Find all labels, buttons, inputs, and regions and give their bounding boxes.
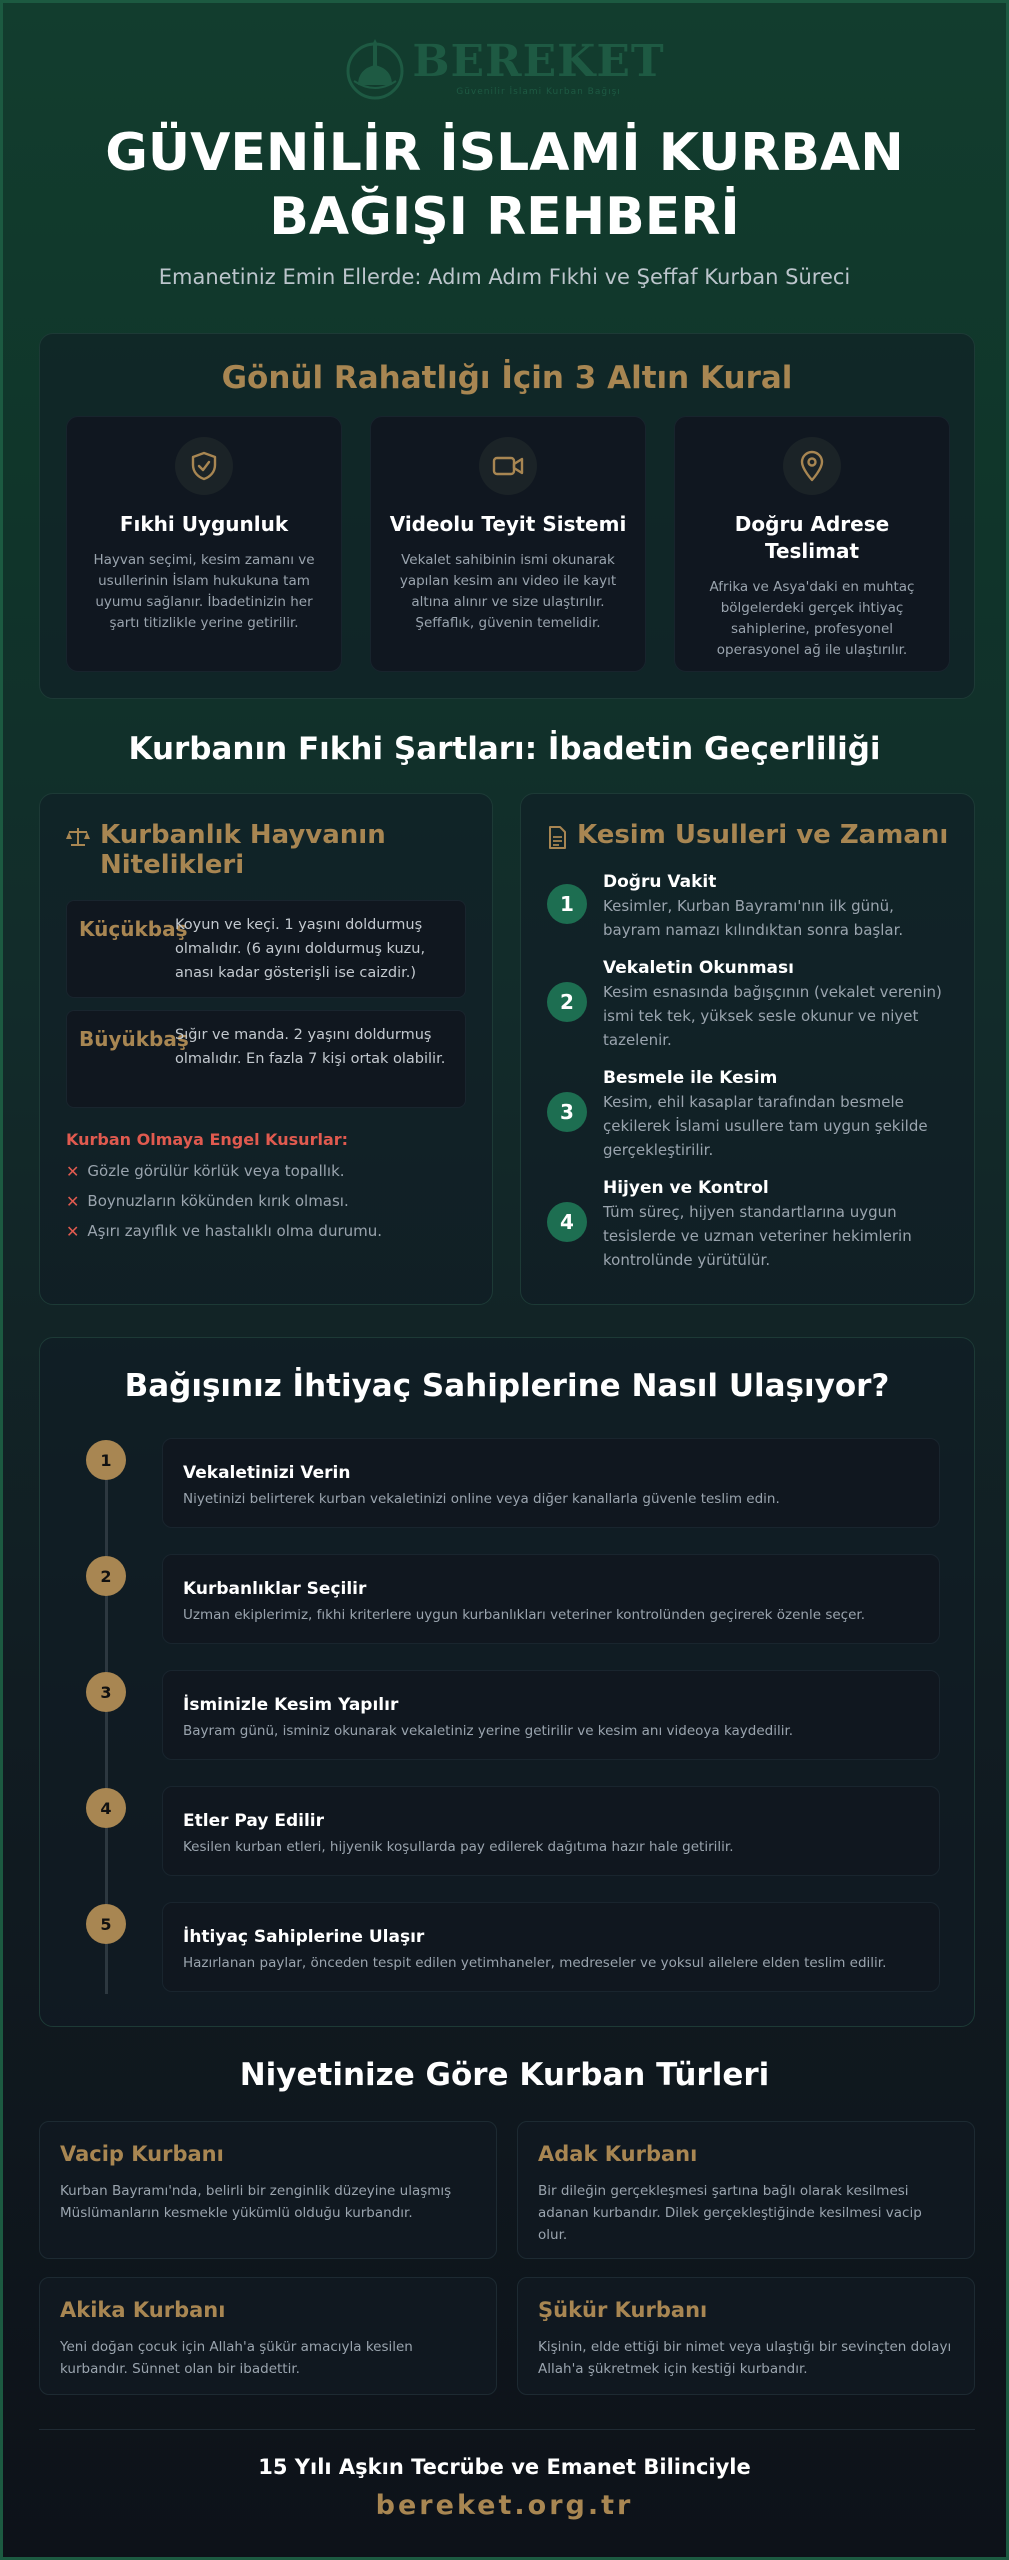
type-text: Yeni doğan çocuk için Allah'a şükür amacıyla kesilen kurbandır. Sünnet olan bir ibadettir. — [60, 2339, 413, 2377]
type-card-sukur — [517, 2277, 975, 2395]
defect-item — [66, 1192, 349, 1211]
large-livestock-label: Büyükbaş — [79, 1027, 189, 1051]
small-livestock-label: Küçükbaş — [79, 917, 188, 941]
type-card-akika — [39, 2277, 497, 2395]
slaughter-step — [547, 1068, 954, 1168]
logo-wordmark: BEREKET — [412, 36, 665, 87]
footer-divider — [39, 2429, 975, 2430]
timeline-number: 4 — [86, 1788, 126, 1828]
rule-card-delivery — [674, 416, 950, 672]
defect-item — [66, 1222, 382, 1241]
process-heading: Bağışınız İhtiyaç Sahiplerine Nasıl Ulaşıyor? — [124, 1368, 890, 1404]
large-livestock-text: Sığır ve manda. 2 yaşını doldurmuş olmalıdır. En fazla 7 kişi ortak olabilir. — [175, 1027, 446, 1067]
step-text: Tüm süreç, hijyen standartlarına uygun tesislerde ve uzman veteriner hekimlerin kontrolünde yürütülür. — [603, 1203, 912, 1269]
map-pin-icon — [783, 437, 841, 495]
timeline-number: 1 — [86, 1440, 126, 1480]
type-text: Kurban Bayramı'nda, belirli bir zenginlik düzeyine ulaşmış Müslümanların kesmekle yükümlü olduğu kurbandır. — [60, 2183, 452, 2221]
rule-card-fiqh — [66, 416, 342, 672]
type-title: Akika Kurbanı — [60, 2298, 226, 2322]
shield-check-icon — [175, 437, 233, 495]
golden-rules-panel — [39, 333, 975, 699]
slaughter-step — [547, 872, 954, 972]
rule-text: Afrika ve Asya'daki en muhtaç bölgelerdeki gerçek ihtiyaç sahiplerine, profesyonel operasyonel ağ ile ulaştırılır. — [709, 579, 915, 658]
type-title: Adak Kurbanı — [538, 2142, 698, 2166]
animal-qualities-panel — [39, 793, 493, 1305]
type-card-adak — [517, 2121, 975, 2259]
slaughter-methods-heading: Kesim Usulleri ve Zamanı — [577, 820, 949, 850]
timeline-title: Kurbanlıklar Seçilir — [183, 1579, 367, 1599]
footer-website-link[interactable]: bereket.org.tr — [375, 2490, 634, 2521]
timeline-text: Kesilen kurban etleri, hijyenik koşullarda pay edilerek dağıtıma hazır hale getirilir. — [183, 1839, 734, 1855]
step-title: Doğru Vakit — [603, 872, 717, 892]
timeline-title: İsminizle Kesim Yapılır — [183, 1695, 399, 1715]
page-title — [43, 121, 966, 249]
footer-tagline: 15 Yılı Aşkın Tecrübe ve Emanet Bilinciyle — [258, 2455, 751, 2479]
fiqh-section-heading: Kurbanın Fıkhi Şartları: İbadetin Geçerliliği — [128, 731, 881, 767]
timeline-text: Hazırlanan paylar, önceden tespit edilen yetimhaneler, medreseler ve yoksul ailelere elden teslim edilir. — [183, 1955, 887, 1971]
timeline-card — [162, 1670, 940, 1760]
timeline-title: Etler Pay Edilir — [183, 1811, 324, 1831]
defect-text: Boynuzların kökünden kırık olması. — [87, 1192, 349, 1210]
large-livestock-box — [66, 1010, 466, 1108]
cross-icon: ✕ — [66, 1222, 80, 1241]
golden-rules-heading: Gönül Rahatlığı İçin 3 Altın Kural — [221, 360, 793, 396]
step-text: Kesim, ehil kasaplar tarafından besmele çekilerek İslami usullere tam uygun şekilde gerçekleştirilir. — [603, 1093, 928, 1159]
rule-card-video — [370, 416, 646, 672]
step-number: 1 — [547, 884, 587, 924]
title-line-1: GÜVENİLİR İSLAMİ KURBAN — [105, 123, 904, 183]
timeline-number: 3 — [86, 1672, 126, 1712]
timeline-text: Bayram günü, isminiz okunarak vekaletiniz yerine getirilir ve kesim anı videoya kaydedilir. — [183, 1723, 794, 1739]
type-title: Vacip Kurbanı — [60, 2142, 224, 2166]
step-number: 4 — [547, 1202, 587, 1242]
timeline-title: Vekaletinizi Verin — [183, 1463, 351, 1483]
type-card-vacip — [39, 2121, 497, 2259]
type-title: Şükür Kurbanı — [538, 2298, 708, 2322]
document-icon — [547, 826, 567, 850]
timeline-title: İhtiyaç Sahiplerine Ulaşır — [183, 1927, 425, 1947]
timeline-card — [162, 1438, 940, 1528]
title-line-2: BAĞIŞI REHBERİ — [269, 187, 740, 247]
step-number: 2 — [547, 982, 587, 1022]
timeline-text: Uzman ekiplerimiz, fıkhi kriterlere uygun kurbanlıkları veteriner kontrolünden geçirerek özenle seçer. — [183, 1607, 866, 1623]
types-section-heading: Niyetinize Göre Kurban Türleri — [239, 2057, 770, 2093]
small-livestock-box — [66, 900, 466, 998]
step-text: Kesim esnasında bağışçının (vekalet verenin) ismi tek tek, yüksek sesle okunur ve niyet tazelenir. — [603, 983, 942, 1049]
step-title: Hijyen ve Kontrol — [603, 1178, 769, 1198]
brand-logo — [3, 35, 1006, 107]
rule-title: Fıkhi Uygunluk — [119, 512, 289, 536]
defect-text: Aşırı zayıflık ve hastalıklı olma durumu. — [87, 1222, 383, 1240]
small-livestock-text: Koyun ve keçi. 1 yaşını doldurmuş olmalıdır. (6 ayını doldurmuş kuzu, anası kadar gösterişli ise caizdir.) — [175, 917, 426, 981]
timeline-card — [162, 1786, 940, 1876]
cross-icon: ✕ — [66, 1192, 80, 1211]
timeline-card — [162, 1902, 940, 1992]
mosque-emblem-icon — [344, 35, 406, 101]
slaughter-step — [547, 958, 954, 1058]
slaughter-methods-panel — [520, 793, 975, 1305]
step-text: Kesimler, Kurban Bayramı'nın ilk günü, bayram namazı kılındıktan sonra başlar. — [603, 897, 904, 939]
type-text: Bir dileğin gerçekleşmesi şartına bağlı olarak kesilmesi adanan kurbandır. Dilek gerçekleştiğinde kesilmesi vacip olur. — [538, 2183, 922, 2243]
step-title: Besmele ile Kesim — [603, 1068, 778, 1088]
step-number: 3 — [547, 1092, 587, 1132]
cross-icon: ✕ — [66, 1162, 80, 1181]
timeline-number: 5 — [86, 1904, 126, 1944]
animal-qualities-heading: Kurbanlık Hayvanın Nitelikleri — [100, 820, 386, 880]
type-text: Kişinin, elde ettiği bir nimet veya ulaştığı bir sevinçten dolayı Allah'a şükretmek için kestiği kurbandır. — [538, 2339, 952, 2377]
rule-title: Videolu Teyit Sistemi — [389, 512, 627, 536]
page-subtitle: Emanetiniz Emin Ellerde: Adım Adım Fıkhi ve Şeffaf Kurban Süreci — [158, 265, 851, 289]
defect-item — [66, 1162, 345, 1181]
video-camera-icon — [479, 437, 537, 495]
defects-heading: Kurban Olmaya Engel Kusurlar: — [66, 1130, 349, 1149]
defect-text: Gözle görülür körlük veya topallık. — [87, 1162, 345, 1180]
step-title: Vekaletin Okunması — [603, 958, 794, 978]
logo-tagline: Güvenilir İslami Kurban Bağışı — [456, 87, 621, 97]
rule-title: Doğru Adrese Teslimat — [734, 512, 890, 563]
donation-process-panel — [39, 1337, 975, 2027]
timeline-card — [162, 1554, 940, 1644]
rule-text: Hayvan seçimi, kesim zamanı ve usullerinin İslam hukukuna tam uyumu sağlanır. İbadetinizin her şartı titizlikle yerine getirilir. — [93, 552, 315, 631]
timeline-number: 2 — [86, 1556, 126, 1596]
rule-text: Vekalet sahibinin ismi okunarak yapılan kesim anı video ile kayıt altına alınır ve size ulaştırılır. Şeffaflık, güvenin temelidir. — [399, 552, 617, 631]
scale-balance-icon — [66, 826, 90, 848]
timeline-text: Niyetinizi belirterek kurban vekaletinizi online veya diğer kanallarla güvenle teslim edin. — [183, 1491, 780, 1507]
slaughter-step — [547, 1178, 954, 1278]
